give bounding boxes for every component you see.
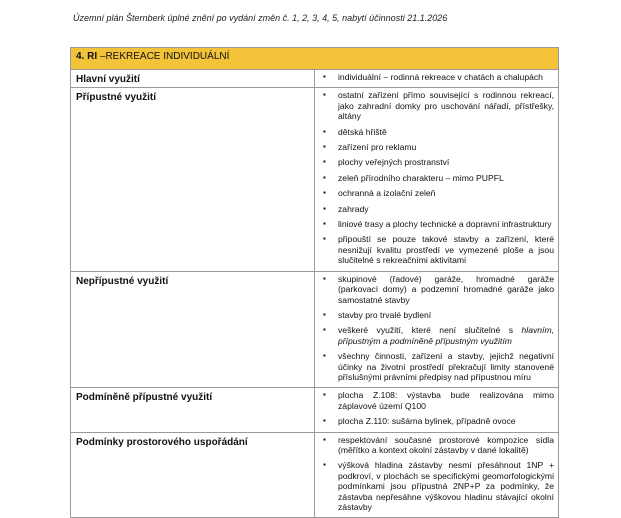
row-items-cell xyxy=(315,271,559,388)
bullet-icon: ▪ xyxy=(323,188,326,198)
item-text: ostatní zařízení přímo související s rodinnou rekreací, jako zahradní domky pro uschování nářadí, přístřešky, altány xyxy=(338,90,554,122)
row-label: Podmíněně přípustné využití xyxy=(71,388,315,432)
bullet-icon: ▪ xyxy=(323,390,326,400)
bullet-icon: ▪ xyxy=(323,219,326,229)
bullet-icon: ▪ xyxy=(323,157,326,167)
item-text: liniové trasy a plochy technické a dopravní infrastruktury xyxy=(338,219,552,230)
item-list xyxy=(315,274,554,383)
bullet-icon: ▪ xyxy=(323,203,326,213)
section-title-row xyxy=(71,48,559,70)
item-list xyxy=(315,435,554,513)
row-items-cell xyxy=(315,70,559,88)
bullet-icon: ▪ xyxy=(323,325,326,335)
list-item xyxy=(315,173,554,183)
item-text: stavby pro trvalé bydlení xyxy=(338,309,432,320)
bullet-icon: ▪ xyxy=(323,90,326,100)
row-label: Hlavní využití xyxy=(71,70,315,88)
bullet-icon: ▪ xyxy=(323,72,326,81)
row-hlavni xyxy=(71,70,559,88)
item-list xyxy=(315,72,554,82)
item-text: zeleň přírodního charakteru – mimo PUPFL xyxy=(338,172,504,183)
bullet-icon: ▪ xyxy=(323,142,326,152)
row-items-cell xyxy=(315,432,559,518)
list-item xyxy=(315,188,554,198)
bullet-icon: ▪ xyxy=(323,309,326,319)
list-item xyxy=(315,310,554,320)
list-item xyxy=(315,72,554,82)
list-item xyxy=(315,435,554,456)
item-text: respektování současné prostorové kompozice sídla (měřítko a kontext okolní zástavby v dané lokalitě) xyxy=(338,434,554,455)
list-item xyxy=(315,157,554,167)
row-nepripustne xyxy=(71,271,559,388)
item-list xyxy=(315,390,554,426)
bullet-icon: ▪ xyxy=(323,172,326,182)
bullet-icon: ▪ xyxy=(323,460,326,470)
item-text: výšková hladina zástavby nesmí přesáhnout 1NP + podkroví, v plochách se specifickými geomorfologickými podmínkami jsou přípustná 2NP+P za podmínky, že zástavba nepřesáhne výškovou hladinu stávající okolní zástavby xyxy=(338,460,554,512)
row-items-cell xyxy=(315,88,559,271)
item-text: ochranná a izolační zeleň xyxy=(338,188,436,199)
document-header: Územní plán Šternberk úplné znění po vydání změn č. 1, 2, 3, 4, 5, nabytí účinnosti 21.1.2026 xyxy=(73,13,448,23)
list-item xyxy=(315,142,554,152)
list-item xyxy=(315,351,554,382)
section-title xyxy=(71,48,559,70)
item-text: skupinové (řadové) garáže, hromadné garáže (parkovací domy) a podzemní hromadné garáže jako samostatné stavby xyxy=(338,273,554,305)
item-text: plochy veřejných prostranství xyxy=(338,157,450,168)
item-text: všechny činnosti, zařízení a stavby, jejichž negativní účinky na životní prostředí překračují limity stanovené příslušnými právními předpisy nad přípustnou míru xyxy=(338,351,554,382)
list-item xyxy=(315,204,554,214)
row-label: Nepřípustné využití xyxy=(71,271,315,388)
item-text-italic: hlavním, přípustným a podmíněně přípustným využitím xyxy=(338,325,554,346)
list-item xyxy=(315,274,554,305)
bullet-icon: ▪ xyxy=(323,351,326,361)
section-number: 4. RI xyxy=(76,51,98,62)
row-label: Přípustné využití xyxy=(71,88,315,271)
row-pripustne xyxy=(71,88,559,271)
list-item xyxy=(315,390,554,411)
item-text: dětská hřiště xyxy=(338,126,387,137)
list-item xyxy=(315,325,554,346)
list-item xyxy=(315,90,554,121)
row-podminene xyxy=(71,388,559,432)
list-item xyxy=(315,460,554,512)
bullet-icon: ▪ xyxy=(323,416,326,426)
row-items-cell xyxy=(315,388,559,432)
bullet-icon: ▪ xyxy=(323,434,326,444)
bullet-icon: ▪ xyxy=(323,126,326,136)
list-item xyxy=(315,127,554,137)
list-item xyxy=(315,234,554,265)
item-text: individuální – rodinná rekreace v chatách a chalupách xyxy=(338,72,543,82)
item-list xyxy=(315,90,554,265)
land-use-table xyxy=(70,47,559,518)
item-text: plocha Z.110: sušárna bylinek, případně ovoce xyxy=(338,416,516,427)
row-label: Podmínky prostorového uspořádání xyxy=(71,432,315,518)
item-text: připouští se pouze takové stavby a zařízení, které nesnižují kvalitu prostředí ve vymezené ploše a jsou slučitelné s rekreačními aktivitami xyxy=(338,234,554,266)
item-text: zařízení pro reklamu xyxy=(338,142,417,153)
item-text: plocha Z.108: výstavba bude realizována mimo záplavové území Q100 xyxy=(338,390,554,411)
item-text: zahrady xyxy=(338,203,369,214)
section-name: –REKREACE INDIVIDUÁLNÍ xyxy=(97,51,230,62)
row-prostorove xyxy=(71,432,559,518)
list-item xyxy=(315,219,554,229)
bullet-icon: ▪ xyxy=(323,234,326,244)
list-item xyxy=(315,416,554,426)
item-text: veškeré využití, které není slučitelné s xyxy=(338,325,522,336)
bullet-icon: ▪ xyxy=(323,273,326,283)
